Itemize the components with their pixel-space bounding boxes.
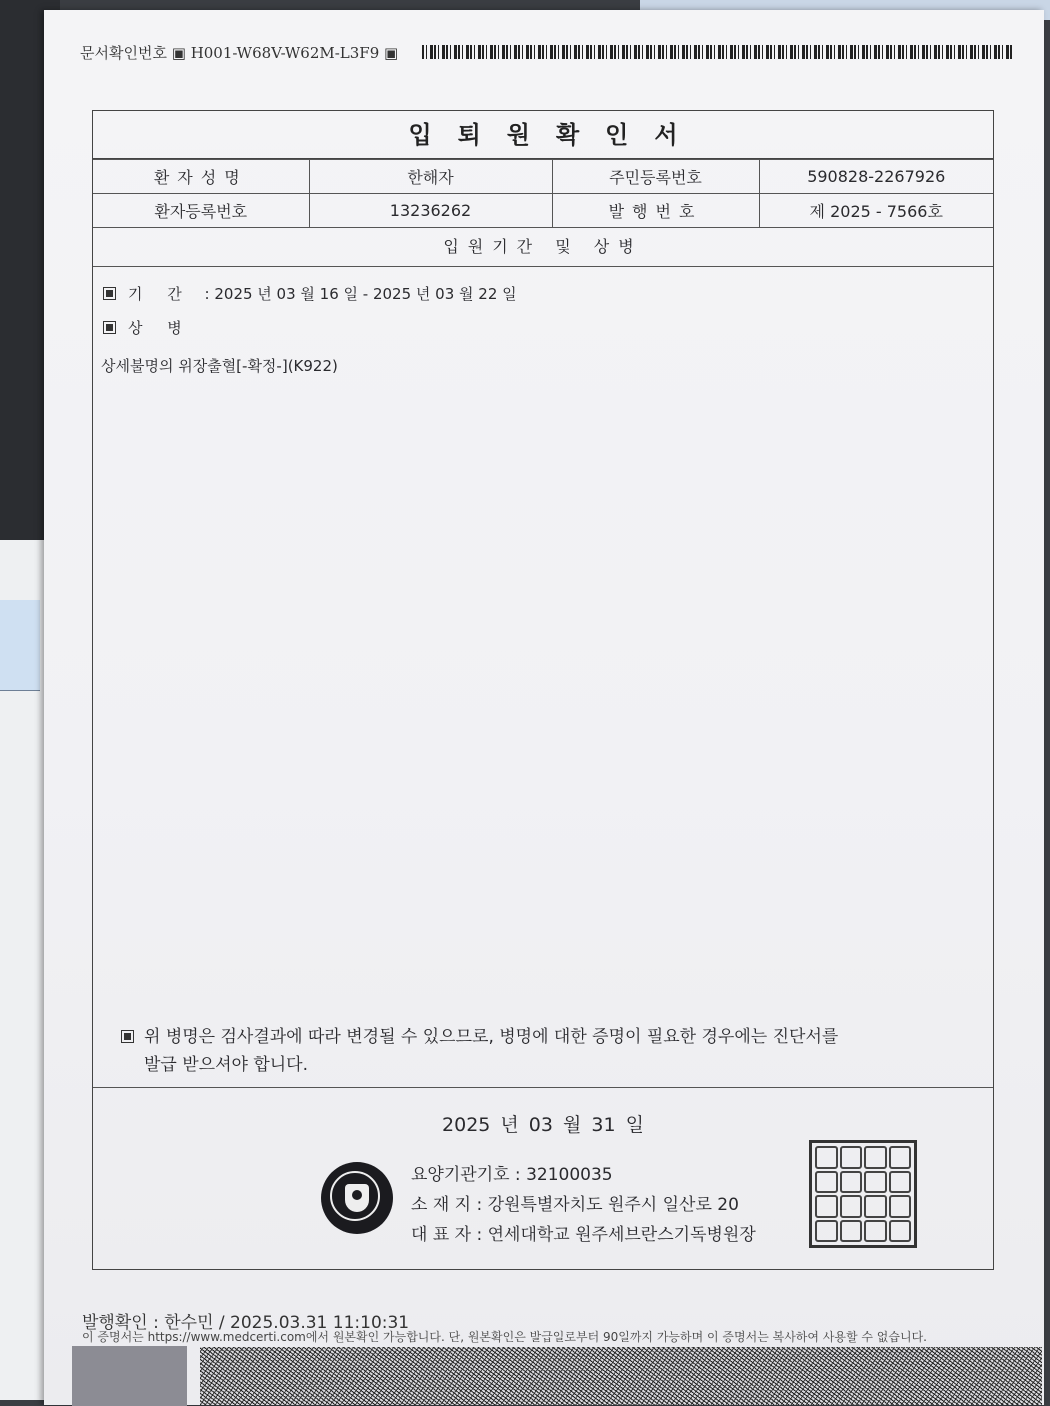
verification-label: 문서확인번호 [80,44,167,62]
section-title: 입원기간 및 상병 [93,227,993,267]
disease-row [103,317,192,338]
official-seal-stamp [809,1140,917,1248]
bullet-square-icon [121,1030,134,1043]
notice [121,1023,838,1079]
notice-line-2: 발급 받으셔야 합니다. [144,1055,309,1075]
institution-address: 소 재 지 : 강원특별자치도 원주시 일산로 20 [411,1195,739,1215]
bullet-square-icon [103,287,116,300]
table-row [93,160,993,194]
disease-label: 상 병 [128,319,192,337]
security-pattern [200,1347,1042,1405]
certificate-footer [93,1087,993,1271]
period-row [103,283,517,304]
admission-discharge-certificate [44,10,1044,1405]
resident-number: 590828-2267926 [759,160,993,194]
university-emblem-icon [321,1162,393,1234]
patient-registration-label: 환자등록번호 [93,194,309,228]
page-title: 입퇴원확인서 [93,111,993,159]
disease-value: 상세불명의 위장출혈[-확정-](K922) [101,357,338,375]
institution-code: 요양기관기호 : 32100035 [411,1165,613,1185]
original-stamp [72,1346,187,1406]
patient-name: 한해자 [309,160,552,194]
table-row [93,194,993,228]
notice-line-1: 위 병명은 검사결과에 따라 변경될 수 있으므로, 병명에 대한 증명이 필요한 경우에는 진단서를 [144,1027,839,1047]
issue-date: 2025 년 03 월 31 일 [442,1114,644,1136]
document-verification-line: 문서확인번호 ▣ H001-W68V-W62M-L3F9 ▣ [80,44,399,62]
patient-name-label: 환자성명 [93,160,309,194]
certificate-frame [92,110,994,1270]
underlying-table-header [0,600,40,691]
institution-info [411,1160,756,1250]
period-label: 기 간 [128,285,192,303]
issue-number-label: 발행번호 [552,194,759,228]
bullet-square-icon [103,321,116,334]
period-value: : 2025 년 03 월 16 일 - 2025 년 03 월 22 일 [204,285,517,303]
verification-code: H001-W68V-W62M-L3F9 [190,44,380,62]
verification-footnote: 이 증명서는 https://www.medcerti.com에서 원본확인 가능합니다. 단, 원본확인은 발급일로부터 90일까지 가능하며 이 증명서는 복사하여 사용할 수 없습니다. [82,1330,927,1344]
barcode [422,45,1012,59]
patient-registration-number: 13236262 [309,194,552,228]
issue-confirmation: 발행확인 : 한수민 / 2025.03.31 11:10:31 [82,1313,410,1333]
resident-number-label: 주민등록번호 [552,160,759,194]
patient-info-table [93,159,993,228]
issue-number: 제 2025 - 7566호 [759,194,993,228]
institution-representative: 대 표 자 : 연세대학교 원주세브란스기독병원장 [411,1225,756,1245]
